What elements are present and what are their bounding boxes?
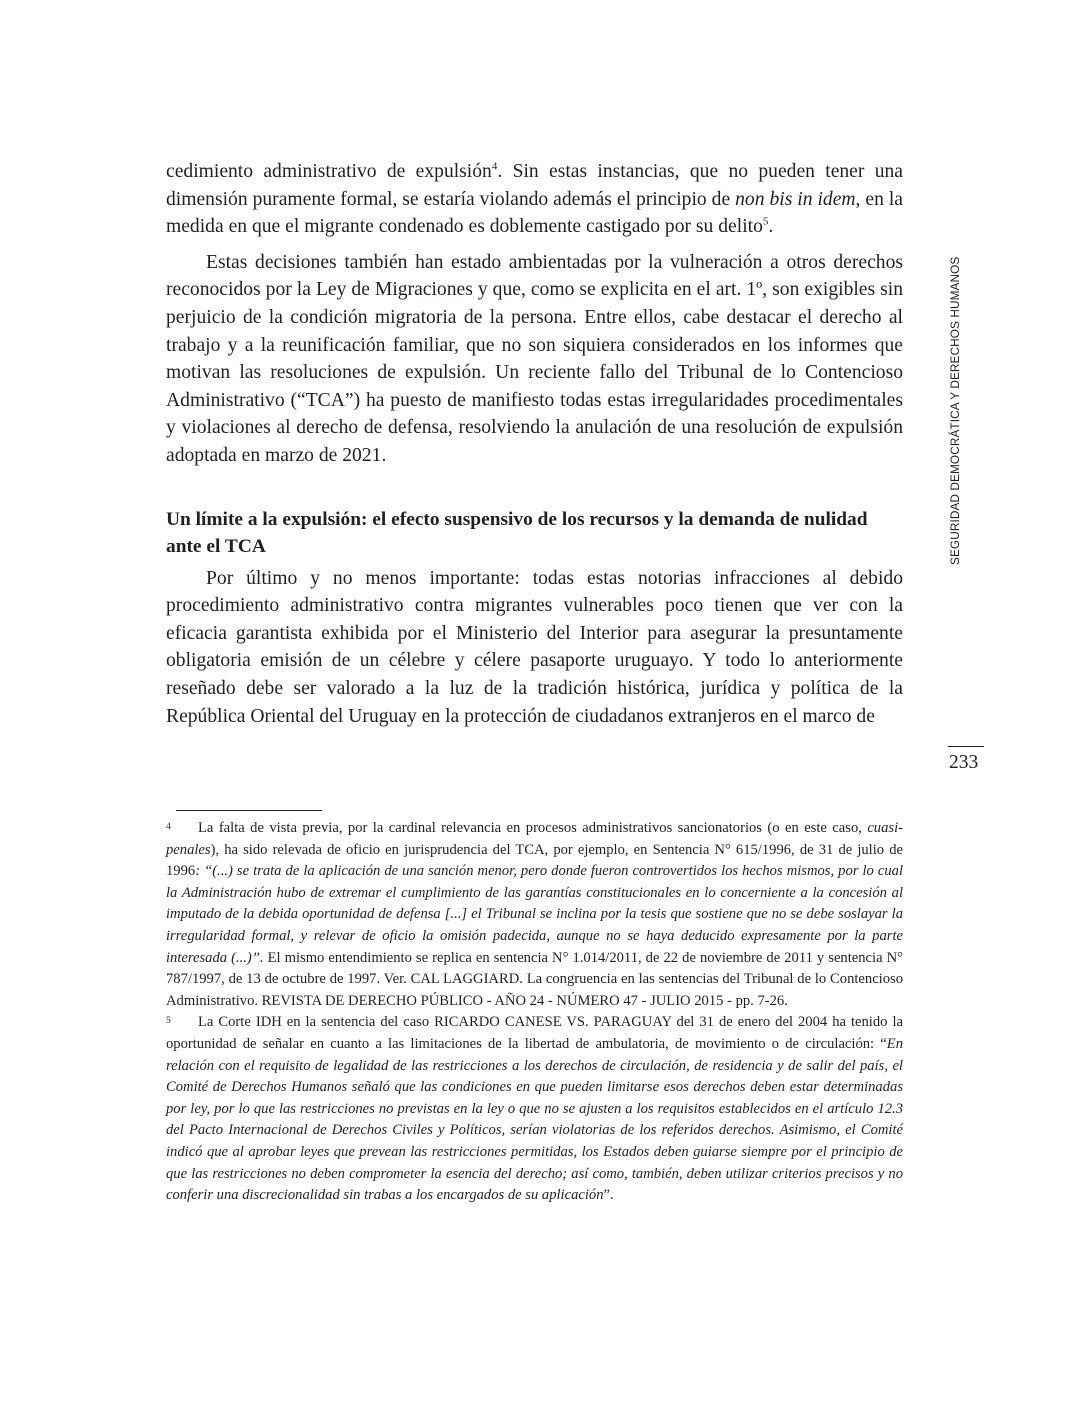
running-header-vertical: SEGURIDAD DEMOCRÁTICA Y DERECHOS HUMANOS bbox=[948, 256, 962, 565]
paragraph-1-text-b: . Sin estas instancias, que no pueden tener una dimensión puramente formal, se estaría violando además el principio de bbox=[166, 161, 903, 210]
footnotes bbox=[166, 818, 903, 1207]
footnote-5 bbox=[166, 1012, 903, 1206]
footnote-4 bbox=[166, 818, 903, 1012]
footnote-separator bbox=[176, 810, 322, 811]
footnote-5-quote: En relación con el requisito de legalidad de las restricciones a los derechos de circulación, de residencia y de salir del país, el Comité de Derechos Humanos señaló que las condiciones en que pueden limitarse esos derechos deben estar determinadas por ley, por lo que las restricciones no previstas en la ley o que no se ajusten a los requisitos establecidos en el artículo 12.3 del Pacto Internacional de Derechos Civiles y Políticos, serían violatorias de los referidos derechos. Asimismo, el Comité indicó que al aprobar leyes que prevean las restricciones permitidas, los Estados deben guiarse siempre por el principio de que las restricciones no deben comprometer la esencia del derecho; así como, también, deben utilizar criterios precisos y no conferir una discrecionalidad sin trabas a los encargados de su aplicación bbox=[166, 1035, 903, 1204]
section-heading: Un límite a la expulsión: el efecto suspensivo de los recursos y la demanda de nulidad ante el TCA bbox=[166, 508, 868, 557]
paragraph-1 bbox=[166, 158, 903, 241]
main-text bbox=[166, 158, 903, 730]
footnote-5-marker: 5 bbox=[166, 1016, 171, 1027]
footnote-4-italic-1: cuasi-penales bbox=[166, 820, 903, 858]
page-number: 233 bbox=[949, 752, 979, 773]
footnote-ref-5[interactable]: 5 bbox=[762, 215, 769, 228]
latin-phrase: non bis in idem bbox=[735, 188, 856, 210]
footnote-4-marker: 4 bbox=[166, 822, 171, 832]
footnote-5-text-a: La Corte IDH en la sentencia del caso RICARDO CANESE VS. PARAGUAY del 31 de enero del 2004 ha tenido la oportunidad de señalar en cuanto a las limitaciones de la libertad de ambulatoria, de movimiento o de circulación: “ bbox=[166, 1014, 903, 1052]
footnote-4-text-b: ), ha sido relevada de oficio en jurisprudencia del TCA, por ejemplo, en Sentencia N° 615/1996, de 31 de julio de 1996 bbox=[166, 841, 903, 880]
paragraph-1-text-c: , en la medida en que el migrante condenado es doblemente castigado por su delito bbox=[166, 188, 903, 238]
paragraph-3: Por último y no menos importante: todas estas notorias infracciones al debido procedimiento administrativo contra migrantes vulnerables poco tienen que ver con la eficacia garantista exhibida por el Ministerio del Interior para asegurar la presuntamente obligatoria emisión de un célebre y célere pasaporte uruguayo. Y todo lo anteriormente reseñado debe ser valorado a la luz de la tradición histórica, jurídica y política de la República Oriental del Uruguay en la protección de ciudadanos extranjeros en el marco de bbox=[166, 567, 903, 727]
paragraph-1-text-a: cedimiento administrativo de expulsión bbox=[166, 161, 492, 182]
footnote-ref-4[interactable]: 4 bbox=[491, 160, 498, 173]
paragraph-2: Estas decisiones también han estado ambientadas por la vulneración a otros derechos reconocidos por la Ley de Migraciones y que, como se explicita en el art. 1º, son exigibles sin perjuicio de la condición migratoria de la persona. Entre ellos, cabe destacar el derecho al trabajo y a la reunificación familiar, que no son siquiera considerados en los informes que motivan las resoluciones de expulsión. Un reciente fallo del Tribunal de lo Contencioso Administrativo (“TCA”) ha puesto de manifiesto todas estas irregularidades procedimentales y violaciones al derecho de defensa, resolviendo la anulación de una resolución de expulsión adoptada en marzo de 2021. bbox=[166, 251, 903, 466]
paragraph-1-text-d: . bbox=[768, 216, 774, 238]
footnote-5-text-b: ”. bbox=[603, 1187, 614, 1204]
page-number-rule bbox=[948, 746, 984, 747]
footnote-4-quote: : “(...) se trata de la aplicación de una sanción menor, pero donde fueron controvertidos los hechos mismos, por lo cual la Administración hubo de extremar el cumplimiento de las garantías constitucionales en lo concerniente a la concesión al imputado de la debida oportunidad de defensa [...] el Tribunal se inclina por la tesis que sostiene que no se debe soslayar la irregularidad formal, y relevar de oficio la omisión padecida, aunque no se haya deducido expresamente por la parte interesada (...)”. bbox=[166, 863, 903, 966]
footnote-4-text-a: La falta de vista previa, por la cardinal relevancia en procesos administrativos sancionatorios (o en este caso, bbox=[198, 820, 868, 836]
footnote-4-text-c: El mismo entendimiento se replica en sentencia N° 1.014/2011, de 22 de noviembre de 2011 y sentencia N° 787/1997, de 13 de octubre de 1997. Ver. CAL LAGGIARD. La congruencia en las sentencias del Tribunal de lo Contencioso Administrativo. REVISTA DE DERECHO PÚBLICO - AÑO 24 - NÚMERO 47 - JULIO 2015 - pp. 7-26. bbox=[166, 949, 903, 1009]
